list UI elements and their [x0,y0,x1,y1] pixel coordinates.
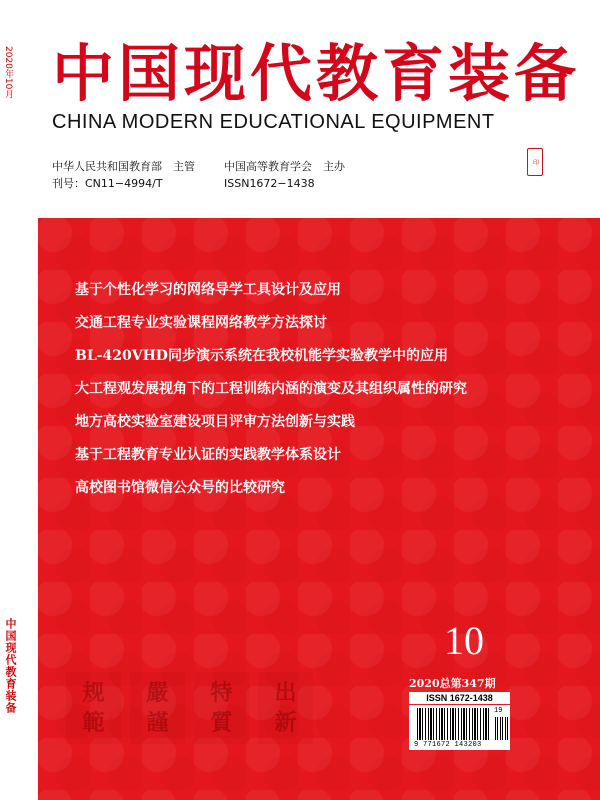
motto-char: 新 [274,710,297,736]
issn-label: ISSN 1672-1438 [409,692,510,704]
motto-tile [66,672,121,744]
spine-title: 中国现代教育装备 [4,618,17,714]
organizer-text: 中国高等教育学会 主办 [224,160,345,173]
issue-total-line: 2020总第347期 [409,677,496,690]
seal-stamp-icon: 印 [527,148,543,176]
motto-char: 规 [82,680,105,706]
article-title: 基于工程教育专业认证的实践教学体系设计 [75,447,341,463]
issn-number: ISSN1672−1438 [224,177,315,190]
issue-number: 10 [444,618,484,663]
motto-char: 出 [274,680,297,706]
motto-tile [194,672,249,744]
motto-char: 範 [82,710,105,736]
journal-title-cn: 中国现代教育装备 [52,37,581,110]
article-title: 大工程观发展视角下的工程训练内涵的演变及其组织属性的研究 [75,381,467,397]
article-title: 基于个性化学习的网络导学工具设计及应用 [75,282,341,298]
motto-char: 質 [210,710,233,736]
cn-number: 刊号：CN11−4994/T [52,177,163,190]
barcode-addon-bars-icon [495,717,508,740]
masthead [52,38,592,134]
barcode-bars-icon [417,708,491,740]
motto-char: 特 [210,680,233,706]
article-title: 地方高校实验室建设项目评审方法创新与实践 [75,414,355,430]
table-of-contents [75,274,595,505]
publication-info [52,158,345,192]
barcode [409,705,510,750]
journal-title-en: CHINA MODERN EDUCATIONAL EQUIPMENT [52,111,495,133]
article-title: 交通工程专业实验课程网络教学方法探讨 [75,315,327,331]
motto-char: 謹 [146,710,169,736]
motto-tile [130,672,185,744]
barcode-addon-digits: 19 [494,707,503,715]
motto-tile [258,672,313,744]
article-title: 高校图书馆微信公众号的比较研究 [75,480,285,496]
spine-date: 2020年10月 [3,46,13,99]
barcode-digits: 9 771672 143203 [414,741,482,749]
motto-char: 嚴 [146,680,169,706]
sponsor-text: 中华人民共和国教育部 主管 [52,160,195,173]
article-title: BL-420VHD同步演示系统在我校机能学实验教学中的应用 [75,348,448,364]
